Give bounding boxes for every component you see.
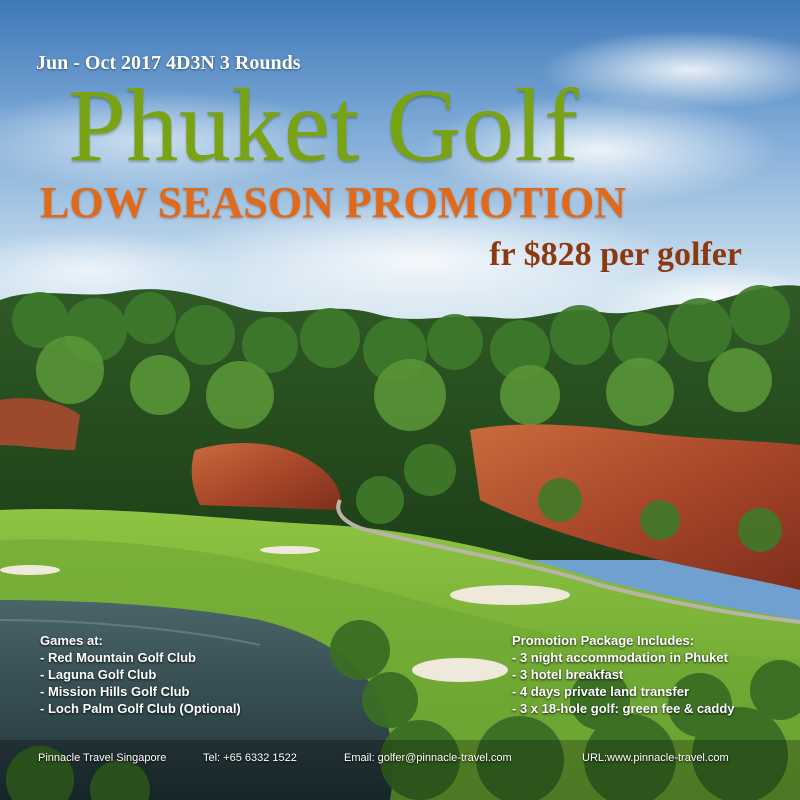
package-item: - 3 night accommodation in Phuket (512, 650, 728, 665)
email-address: Email: golfer@pinnacle-travel.com (344, 752, 512, 764)
package-item: - 4 days private land transfer (512, 684, 690, 699)
games-item: - Red Mountain Golf Club (40, 650, 196, 665)
games-item: - Mission Hills Golf Club (40, 684, 190, 699)
company-name: Pinnacle Travel Singapore (38, 752, 167, 764)
package-item: - 3 hotel breakfast (512, 667, 624, 682)
games-item: - Loch Palm Golf Club (Optional) (40, 701, 241, 716)
promo-price: fr $828 per golfer (489, 236, 742, 273)
phone-number: Tel: +65 6332 1522 (203, 752, 297, 764)
promo-dates: Jun - Oct 2017 4D3N 3 Rounds (36, 52, 301, 74)
promo-subtitle: LOW SEASON PROMOTION (40, 178, 626, 227)
games-item: - Laguna Golf Club (40, 667, 157, 682)
package-heading: Promotion Package Includes: (512, 633, 695, 648)
website-url: URL:www.pinnacle-travel.com (582, 752, 729, 764)
promo-title: Phuket Golf (68, 68, 580, 183)
games-heading: Games at: (40, 633, 103, 648)
package-item: - 3 x 18-hole golf: green fee & caddy (512, 701, 735, 716)
